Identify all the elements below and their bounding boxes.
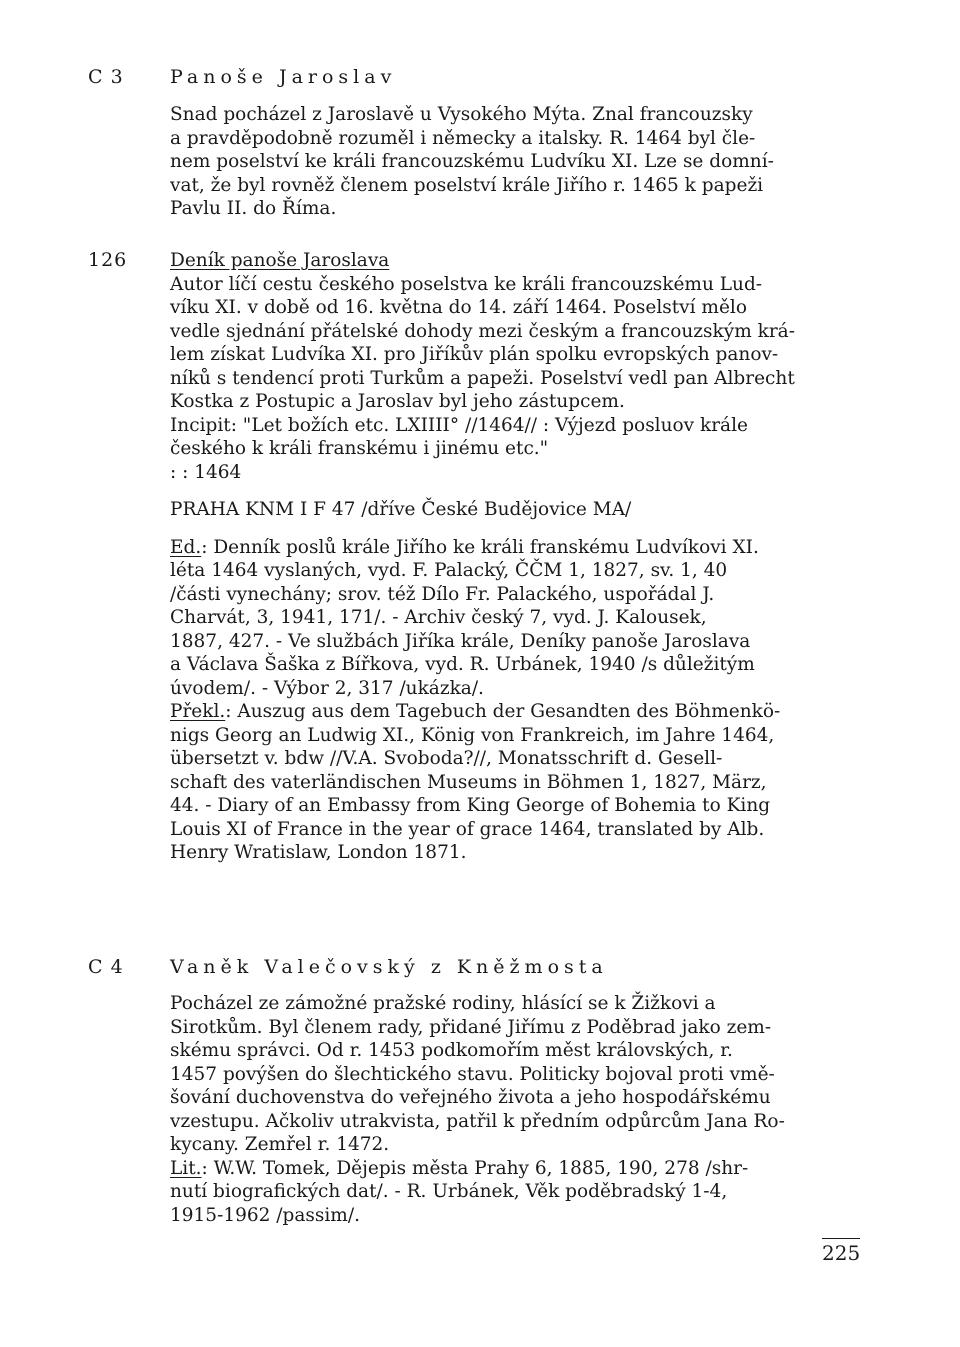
text-line: nem poselství ke králi francouzskému Ludvíku XI. Lze se domní-	[170, 151, 774, 172]
text-line: lem získat Ludvíka XI. pro Jiříkův plán spolku evropských panov-	[170, 344, 779, 365]
text-line: nigs Georg an Ludwig XI., König von Frankreich, im Jahre 1464,	[170, 724, 775, 746]
entry-heading: Panoše Jaroslav	[170, 66, 397, 88]
text-line: nutí biografických dat/. - R. Urbánek, Věk poděbradský 1-4,	[170, 1181, 728, 1202]
text-line: skému správci. Od r. 1453 podkomořím měst královských, r.	[170, 1040, 733, 1061]
text-line: 1457 povýšen do šlechtického stavu. Politicky bojoval proti vmě-	[170, 1063, 775, 1085]
text-line: Pocházel ze zámožné pražské rodiny, hlásící se k Žižkovi a	[170, 993, 716, 1014]
text-line: vedle sjednání přátelské dohody mezi českým a francouzským krá-	[170, 320, 795, 342]
page-number: 225	[822, 1238, 860, 1265]
text-line: 44. - Diary of an Embassy from King George of Bohemia to King	[170, 795, 771, 816]
text-line: übersetzt v. bdw //V.A. Svoboda?//, Monatsschrift d. Gesell-	[170, 748, 723, 769]
text-line: Pavlu II. do Říma.	[170, 198, 337, 219]
text-line: Autor líčí cestu českého poselstva ke králi francouzskému Lud-	[170, 273, 763, 295]
text-line: léta 1464 vyslaných, vyd. F. Palacký, ČČM 1, 1827, sv. 1, 40	[170, 560, 728, 581]
translation-line	[170, 700, 870, 724]
spacer	[170, 484, 870, 498]
spacer	[170, 522, 870, 536]
literature-line	[170, 1157, 870, 1181]
entry-code: C 4	[88, 956, 124, 978]
text-line: a pravděpodobně rozuměl i německy a italsky. R. 1464 byl čle-	[170, 127, 756, 149]
entry-heading: Vaněk Valečovský z Kněžmosta	[170, 956, 608, 978]
text-line: úvodem/. - Výbor 2, 317 /ukázka/.	[170, 677, 484, 699]
edition-label: Ed.	[170, 536, 202, 558]
translation-label: Překl.	[170, 701, 226, 722]
text-line: kycany. Zemřel r. 1472.	[170, 1134, 390, 1155]
literature-label: Lit.	[170, 1157, 202, 1179]
text-line: 1887, 427. - Ve službách Jiříka krále, Deníky panoše Jaroslava	[170, 630, 751, 652]
entry-body	[170, 249, 870, 865]
text-line: /části vynechány; srov. též Dílo Fr. Palackého, uspořádal J.	[170, 583, 715, 605]
text-line: vzestupu. Ačkoliv utrakvista, patřil k předním odpůrcům Jana Ro-	[170, 1110, 785, 1132]
text-line: níků s tendencí proti Turkům a papeži. Poselství vedl pan Albrecht	[170, 367, 795, 389]
entry-body	[170, 103, 870, 221]
text-line: Sirotkům. Byl členem rady, přidané Jiřímu z Poděbrad jako zem-	[170, 1016, 772, 1038]
text-line: 1915-1962 /passim/.	[170, 1204, 360, 1226]
entry-code: 126	[88, 249, 128, 271]
text-line: Henry Wratislaw, London 1871.	[170, 842, 467, 863]
text-line: Charvát, 3, 1941, 171/. - Archiv český 7, vyd. J. Kalousek,	[170, 607, 707, 628]
translation-text: : Auszug aus dem Tagebuch der Gesandten des Böhmenkö-	[225, 701, 781, 722]
text-line: Kostka z Postupic a Jaroslav byl jeho zástupcem.	[170, 391, 625, 412]
text-line: českého k králi franskému i jinému etc."	[170, 438, 549, 459]
edition-line	[170, 536, 870, 560]
literature-text: : W.W. Tomek, Dějepis města Prahy 6, 1885, 190, 278 /shr-	[201, 1157, 749, 1179]
text-line: Snad pocházel z Jaroslavě u Vysokého Mýta. Znal francouzsky	[170, 104, 753, 125]
entry-title: Deník panoše Jaroslava	[170, 250, 390, 271]
text-line: Louis XI of France in the year of grace 1464, translated by Alb.	[170, 818, 765, 840]
manuscript-location: PRAHA KNM I F 47 /dříve České Budějovice MA/	[170, 499, 632, 520]
text-line: : : 1464	[170, 461, 242, 483]
text-line: a Václava Šaška z Bířkova, vyd. R. Urbánek, 1940 /s důležitým	[170, 654, 755, 675]
text-line: vat, že byl rovněž členem poselství krále Jiřího r. 1465 k papeži	[170, 174, 764, 196]
edition-text: : Denník poslů krále Jiřího ke králi franskému Ludvíkovi XI.	[201, 536, 759, 558]
text-line: šování duchovenstva do veřejného života a jeho hospodářskému	[170, 1087, 771, 1108]
text-line: Incipit: "Let božích etc. LXIIII° //1464// : Výjezd posluov krále	[170, 414, 748, 436]
text-line: schaft des vaterländischen Museums in Böhmen 1, 1827, März,	[170, 771, 767, 793]
entry-body	[170, 992, 870, 1227]
text-line: víku XI. v době od 16. května do 14. září 1464. Poselství mělo	[170, 297, 747, 318]
entry-code: C 3	[88, 66, 124, 88]
